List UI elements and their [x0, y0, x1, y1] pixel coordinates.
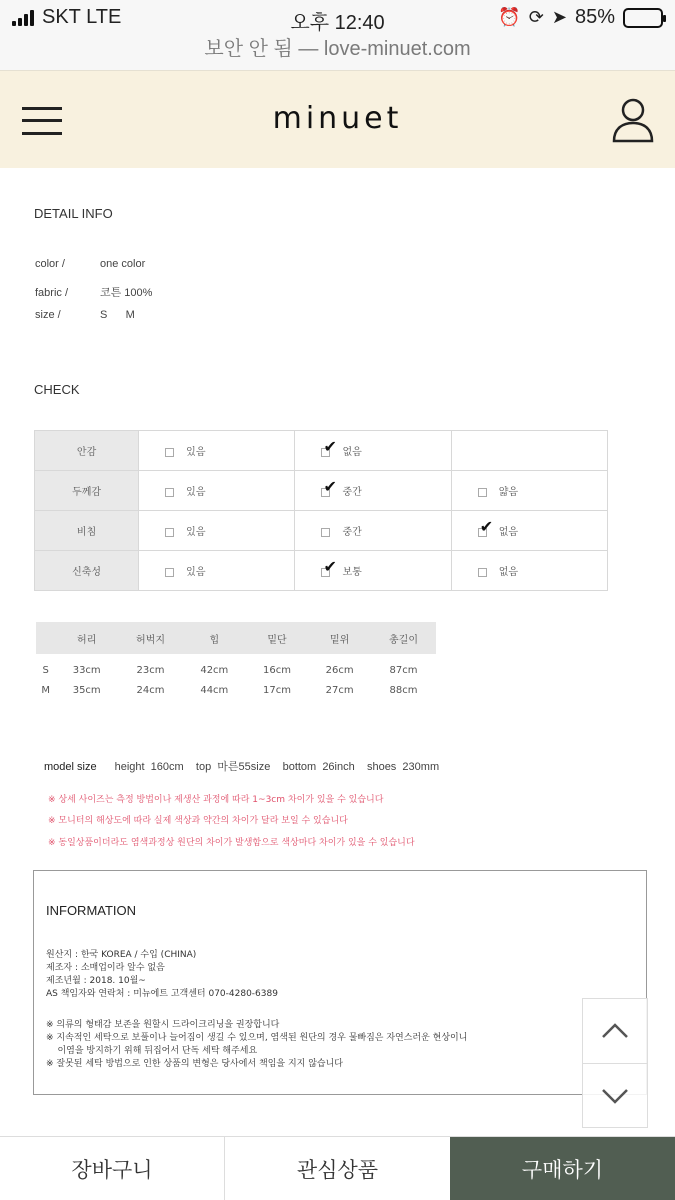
chevron-up-icon: [601, 1023, 629, 1039]
spec-value: 코튼 100%: [100, 287, 153, 299]
scroll-buttons: [582, 998, 648, 1128]
check-option: [451, 471, 607, 511]
site-header: [0, 70, 675, 168]
brand-logo[interactable]: minuet: [272, 101, 403, 136]
checked-checkbox-icon: [478, 528, 487, 537]
size-cell: 27cm: [325, 684, 354, 696]
check-option-label: 있음: [186, 447, 206, 458]
info-line: AS 책임자와 연락처 : 미뉴에트 고객센터 070-4280-6389: [46, 989, 278, 999]
size-cell: 88cm: [389, 684, 418, 696]
size-cell: M: [41, 684, 50, 696]
check-row: [35, 511, 608, 551]
check-row: [35, 431, 608, 471]
check-row-label: 신축성: [35, 551, 139, 591]
battery-percent: 85%: [574, 6, 615, 28]
check-option-label: 중간: [342, 527, 362, 538]
spec-fabric: [35, 284, 152, 300]
check-option: [295, 511, 451, 551]
note-line: ※ 동일상품이더라도 염색과정상 원단의 차이가 발생함으로 색상마다 차이가 있을 수 있습니다: [48, 838, 415, 848]
unchecked-checkbox-icon: [478, 568, 487, 577]
model-size-label: model size: [44, 761, 97, 773]
size-cell: 87cm: [389, 664, 418, 676]
check-option: [295, 471, 451, 511]
location-icon: ➤: [551, 7, 567, 27]
size-row: [36, 654, 436, 678]
unchecked-checkbox-icon: [478, 488, 487, 497]
scroll-up-button[interactable]: [583, 999, 647, 1063]
size-header-cell: 허벅지: [118, 622, 183, 654]
note-line: ※ 상세 사이즈는 측정 방법이나 제생산 과정에 따라 1~3cm 차이가 있을 수 있습니다: [48, 795, 384, 805]
size-cell: 16cm: [263, 664, 291, 676]
checked-checkbox-icon: [321, 448, 330, 457]
note-line: ※ 모니터의 해상도에 따라 실제 색상과 약간의 차이가 달라 보일 수 있습니다: [48, 816, 348, 826]
model-size-text: height 160cm top 마른55size bottom 26inch shoes 230mm: [114, 761, 440, 773]
unchecked-checkbox-icon: [165, 488, 174, 497]
rotation-lock-icon: ⟳: [528, 7, 544, 27]
check-option-label: 없음: [498, 527, 519, 538]
size-cell: 26cm: [325, 664, 354, 676]
alarm-icon: ⏰: [498, 7, 521, 27]
clock: 오후 12:40: [290, 12, 385, 34]
info-note: 이염을 방지하기 위해 뒤집어서 단독 세탁 해주세요: [46, 1046, 258, 1056]
info-line: 제조자 : 소매업이라 알수 없음: [46, 963, 165, 973]
check-option: [139, 431, 295, 471]
size-header-cell: [36, 622, 55, 654]
size-cell: 23cm: [136, 664, 165, 676]
bottom-action-bar: [0, 1136, 675, 1200]
status-bar: [0, 0, 675, 36]
spec-label: color /: [35, 258, 65, 270]
check-option-label: 있음: [186, 527, 206, 538]
size-header-cell: 총길이: [371, 622, 436, 654]
size-header-cell: 힙: [183, 622, 246, 654]
check-row-label: 안감: [35, 431, 139, 471]
check-option-label: 없음: [342, 447, 362, 458]
info-line: 원산지 : 한국 KOREA / 수입 (CHINA): [46, 950, 197, 960]
check-option-label: 중간: [342, 487, 362, 498]
size-cell: 42cm: [200, 664, 229, 676]
check-option-label: 있음: [186, 567, 206, 578]
size-header-cell: 밑위: [308, 622, 371, 654]
size-table: [36, 622, 436, 702]
size-header-cell: 허리: [55, 622, 118, 654]
unchecked-checkbox-icon: [321, 528, 330, 537]
spec-label: size /: [35, 309, 61, 321]
size-cell: S: [42, 664, 49, 676]
info-note: ※ 의류의 형태감 보존을 원할시 드라이크리닝을 권장합니다: [46, 1020, 280, 1030]
carrier-label: SKT LTE: [42, 6, 122, 28]
check-option-label: 보통: [342, 567, 362, 578]
unchecked-checkbox-icon: [165, 528, 174, 537]
check-option: [139, 511, 295, 551]
size-cell: 24cm: [136, 684, 165, 696]
product-detail: [0, 168, 675, 1138]
check-option: [295, 551, 451, 591]
check-option-label: 없음: [498, 567, 519, 578]
check-row: [35, 471, 608, 511]
check-option-label: 있음: [186, 487, 206, 498]
information-box: [33, 870, 647, 1095]
spec-size: [35, 309, 135, 321]
info-note: ※ 지속적인 세탁으로 보풀이나 늘어짐이 생길 수 있으며, 염색된 원단의 경우 물빠짐은 자연스러운 현상이니: [46, 1033, 468, 1043]
check-option: [451, 431, 607, 471]
url-bar[interactable]: 보안 안 됨 — love-minuet.com: [0, 36, 675, 70]
check-option: [451, 511, 607, 551]
size-cell: 35cm: [72, 684, 101, 696]
chevron-down-icon: [601, 1088, 629, 1104]
size-row: [36, 678, 436, 702]
model-size: [44, 758, 439, 774]
check-row-label: 비침: [35, 511, 139, 551]
check-option: [295, 431, 451, 471]
check-option: [451, 551, 607, 591]
wishlist-button[interactable]: 관심상품: [225, 1137, 450, 1200]
info-note: ※ 잘못된 세탁 방법으로 인한 상품의 변형은 당사에서 책임을 지지 않습니다: [46, 1059, 343, 1069]
unchecked-checkbox-icon: [165, 448, 174, 457]
check-table: [34, 430, 608, 591]
scroll-down-button[interactable]: [583, 1064, 647, 1128]
user-icon[interactable]: [611, 97, 655, 143]
spec-value: one color: [100, 258, 146, 270]
check-option: [139, 471, 295, 511]
check-row-label: 두께감: [35, 471, 139, 511]
unchecked-checkbox-icon: [165, 568, 174, 577]
size-cell: 44cm: [200, 684, 229, 696]
checked-checkbox-icon: [321, 488, 330, 497]
spec-value: S M: [100, 309, 135, 321]
info-line: 제조년월 : 2018. 10월~: [46, 976, 146, 986]
check-row: [35, 551, 608, 591]
spec-label: fabric /: [35, 287, 69, 299]
size-header-cell: 밑단: [246, 622, 309, 654]
check-option-label: 얇음: [498, 487, 519, 498]
detail-info-title: DETAIL INFO: [34, 206, 113, 221]
battery-icon: [623, 8, 663, 28]
buy-button[interactable]: 구매하기: [450, 1137, 675, 1200]
size-cell: 33cm: [72, 664, 101, 676]
checked-checkbox-icon: [321, 568, 330, 577]
information-title: INFORMATION: [46, 903, 137, 918]
cart-button[interactable]: 장바구니: [0, 1137, 225, 1200]
status-right: [498, 6, 663, 29]
spec-color: [35, 258, 145, 270]
size-cell: 17cm: [263, 684, 291, 696]
check-title: CHECK: [34, 382, 80, 397]
check-option: [139, 551, 295, 591]
